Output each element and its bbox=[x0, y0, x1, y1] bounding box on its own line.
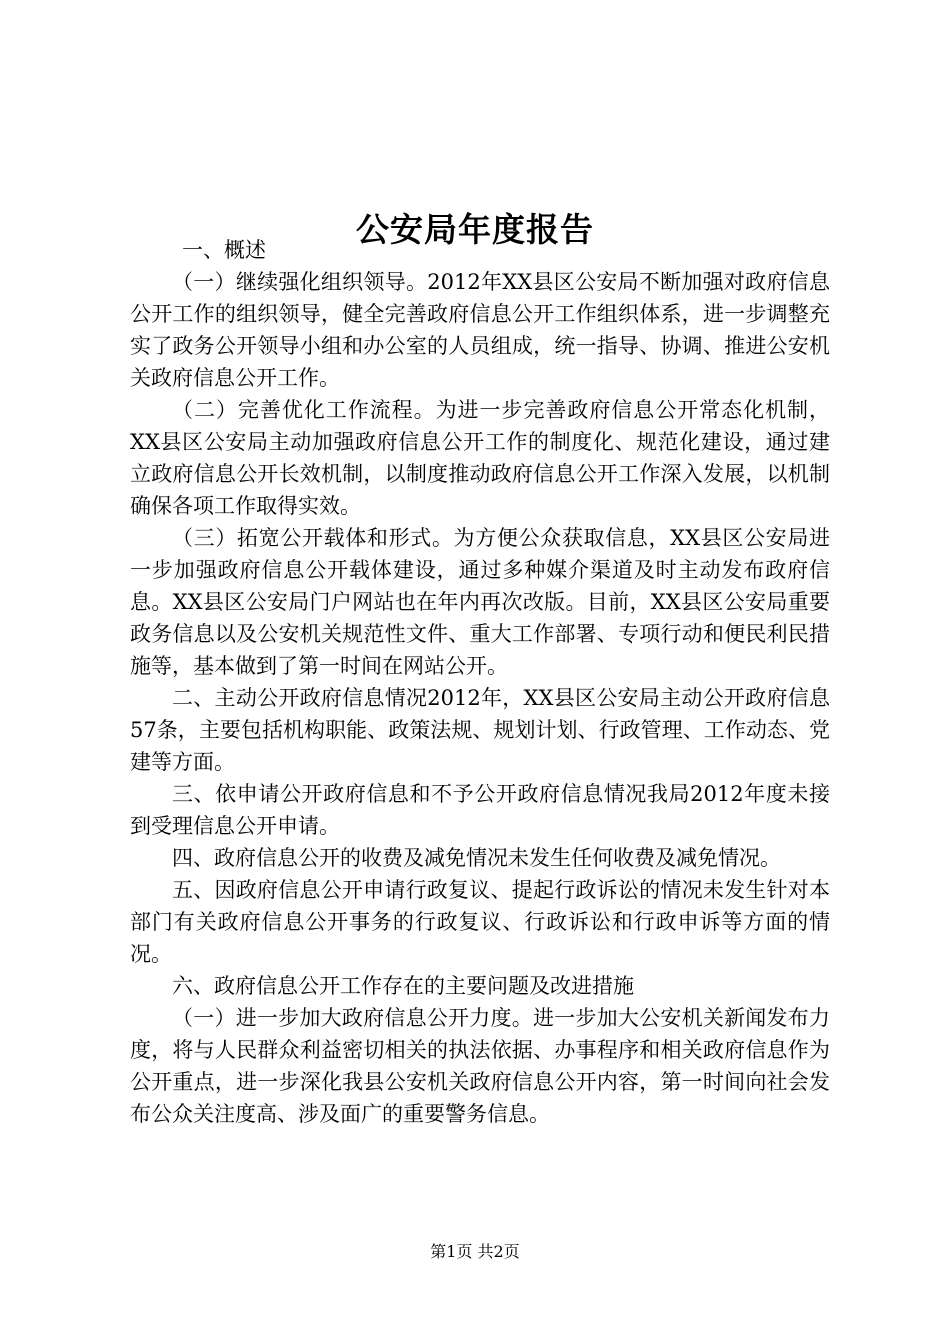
paragraph-organization-leadership: （一）继续强化组织领导。2012年XX县区公安局不断加强对政府信息公开工作的组织领导，健全完善政府信息公开工作组织体系，进一步调整充实了政务公开领导小组和办公室的人员组成，统一指导、协调、推进公安机关政府信息公开工作。 bbox=[130, 270, 830, 390]
paragraph-fees-exemptions: 四、政府信息公开的收费及减免情况未发生任何收费及减免情况。 bbox=[172, 846, 781, 870]
section-heading-problems-measures: 六、政府信息公开工作存在的主要问题及改进措施 bbox=[172, 974, 634, 998]
section-heading-overview: 一、概述 bbox=[182, 238, 266, 262]
paragraph-application-disclosure: 三、依申请公开政府信息和不予公开政府信息情况我局2012年度未接到受理信息公开申请。 bbox=[130, 782, 830, 838]
paragraph-active-disclosure: 二、主动公开政府信息情况2012年，XX县区公安局主动公开政府信息57条，主要包括机构职能、政策法规、规划计划、行政管理、工作动态、党建等方面。 bbox=[130, 686, 830, 774]
paragraph-administrative-review: 五、因政府信息公开申请行政复议、提起行政诉讼的情况未发生针对本部门有关政府信息公开事务的行政复议、行政诉讼和行政申诉等方面的情况。 bbox=[130, 878, 830, 966]
paragraph-increase-disclosure: （一）进一步加大政府信息公开力度。进一步加大公安机关新闻发布力度，将与人民群众利益密切相关的执法依据、办事程序和相关政府信息作为公开重点，进一步深化我县公安机关政府信息公开内容，第一时间向社会发布公众关注度高、涉及面广的重要警务信息。 bbox=[130, 1006, 830, 1126]
page-number-footer: 第1页 共2页 bbox=[430, 1242, 520, 1261]
paragraph-disclosure-channels: （三）拓宽公开载体和形式。为方便公众获取信息，XX县区公安局进一步加强政府信息公开载体建设，通过多种媒介渠道及时主动发布政府信息。XX县区公安局门户网站也在年内再次改版。目前，XX县区公安局重要政务信息以及公安机关规范性文件、重大工作部署、专项行动和便民利民措施等，基本做到了第一时间在网站公开。 bbox=[130, 526, 830, 678]
paragraph-workflow-optimization: （二）完善优化工作流程。为进一步完善政府信息公开常态化机制，XX县区公安局主动加强政府信息公开工作的制度化、规范化建设，通过建立政府信息公开长效机制，以制度推动政府信息公开工作深入发展，以机制确保各项工作取得实效。 bbox=[130, 398, 830, 518]
document-body bbox=[130, 234, 830, 1130]
page-title: 公安局年度报告 bbox=[356, 210, 594, 250]
